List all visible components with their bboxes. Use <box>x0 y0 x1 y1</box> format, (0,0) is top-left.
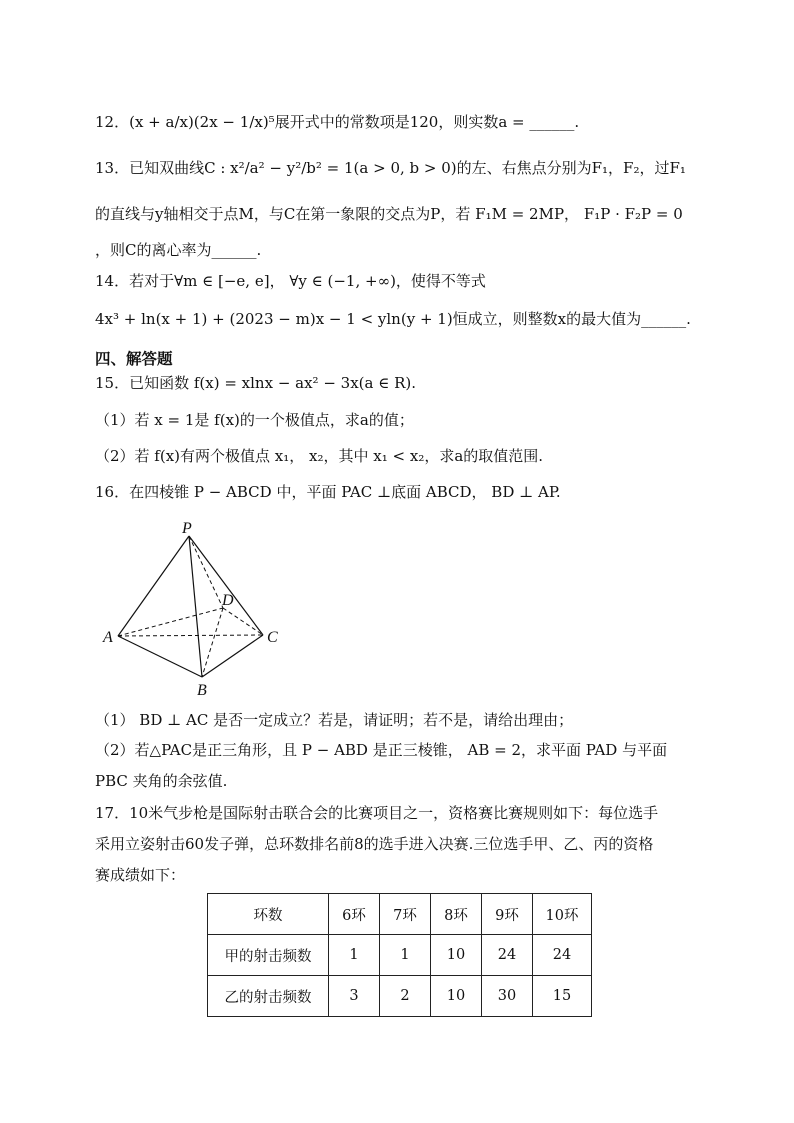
table-cell: 10 <box>431 935 482 976</box>
section-heading: 四、解答题 <box>95 349 173 368</box>
table-cell: 10 <box>431 976 482 1017</box>
problem-16-part2a: （2）若△PAC是正三角形，且 P − ABD 是正三棱锥， AB = 2，求平面 PAD 与平面 <box>95 741 668 759</box>
table-header-cell: 8环 <box>431 894 482 935</box>
edge-ab <box>118 636 202 677</box>
table-cell: 1 <box>329 935 380 976</box>
table-cell: 24 <box>482 935 533 976</box>
edge-ad-hidden <box>118 608 223 636</box>
label-b: B <box>197 682 207 699</box>
problem-14-line1: 14．若对于∀m ∈ [−e, e]， ∀y ∈ (−1, +∞)，使得不等式 <box>95 272 486 290</box>
table-cell: 1 <box>380 935 431 976</box>
table-cell: 24 <box>533 935 592 976</box>
problem-13-line2: 的直线与y轴相交于点M，与C在第一象限的交点为P，若 F₁M = 2MP， F₁P · F₂P = 0 <box>95 205 683 223</box>
problem-15-part1: （1）若 x = 1是 f(x)的一个极值点，求a的值； <box>95 411 414 429</box>
table-header-cell: 9环 <box>482 894 533 935</box>
table-row <box>208 935 592 976</box>
label-p: P <box>182 520 192 537</box>
problem-16-part1: （1） BD ⊥ AC 是否一定成立？若是，请证明；若不是，请给出理由； <box>95 711 574 729</box>
edge-pa <box>118 536 189 636</box>
problem-17-line2: 采用立姿射击60发子弹，总环数排名前8的选手进入决赛.三位选手甲、乙、丙的资格 <box>95 835 654 853</box>
score-table <box>207 893 592 1017</box>
table-header-row <box>208 894 592 935</box>
problem-14-line2: 4x³ + ln(x + 1) + (2023 − m)x − 1 < yln(y + 1)恒成立，则整数x的最大值为______. <box>95 310 691 328</box>
edge-bc <box>202 635 263 677</box>
label-d: D <box>222 592 234 609</box>
table-cell: 30 <box>482 976 533 1017</box>
problem-12: 12．(x + a/x)(2x − 1/x)⁵展开式中的常数项是120，则实数a = ______. <box>95 113 580 131</box>
table-cell: 乙的射击频数 <box>208 976 329 1017</box>
table-header-cell: 环数 <box>208 894 329 935</box>
table-cell: 3 <box>329 976 380 1017</box>
pyramid-figure <box>95 518 295 700</box>
problem-13-line3: ，则C的离心率为______. <box>95 241 262 259</box>
problem-16: 16．在四棱锥 P − ABCD 中，平面 PAC ⊥底面 ABCD， BD ⊥ AP. <box>95 483 561 501</box>
diagonal-ac-hidden <box>118 635 263 636</box>
problem-15: 15．已知函数 f(x) = xlnx − ax² − 3x(a ∈ R). <box>95 374 417 392</box>
table-cell: 2 <box>380 976 431 1017</box>
label-a: A <box>103 629 113 646</box>
table-header-cell: 10环 <box>533 894 592 935</box>
edge-pb <box>189 536 202 677</box>
edge-pc <box>189 536 263 635</box>
edge-db-hidden <box>202 608 223 677</box>
edge-dc-hidden <box>223 608 263 635</box>
problem-16-part2b: PBC 夹角的余弦值. <box>95 772 228 790</box>
table-cell: 甲的射击频数 <box>208 935 329 976</box>
table-cell: 15 <box>533 976 592 1017</box>
problem-15-part2: （2）若 f(x)有两个极值点 x₁， x₂，其中 x₁ < x₂，求a的取值范围. <box>95 447 544 465</box>
table-header-cell: 6环 <box>329 894 380 935</box>
problem-17-line3: 赛成绩如下： <box>95 866 186 884</box>
problem-17-line1: 17．10米气步枪是国际射击联合会的比赛项目之一，资格赛比赛规则如下：每位选手 <box>95 804 659 822</box>
label-c: C <box>267 629 278 646</box>
table-header-cell: 7环 <box>380 894 431 935</box>
table-row <box>208 976 592 1017</box>
problem-13-line1: 13．已知双曲线C : x²/a² − y²/b² = 1(a > 0, b > 0)的左、右焦点分别为F₁，F₂，过F₁ <box>95 159 686 177</box>
